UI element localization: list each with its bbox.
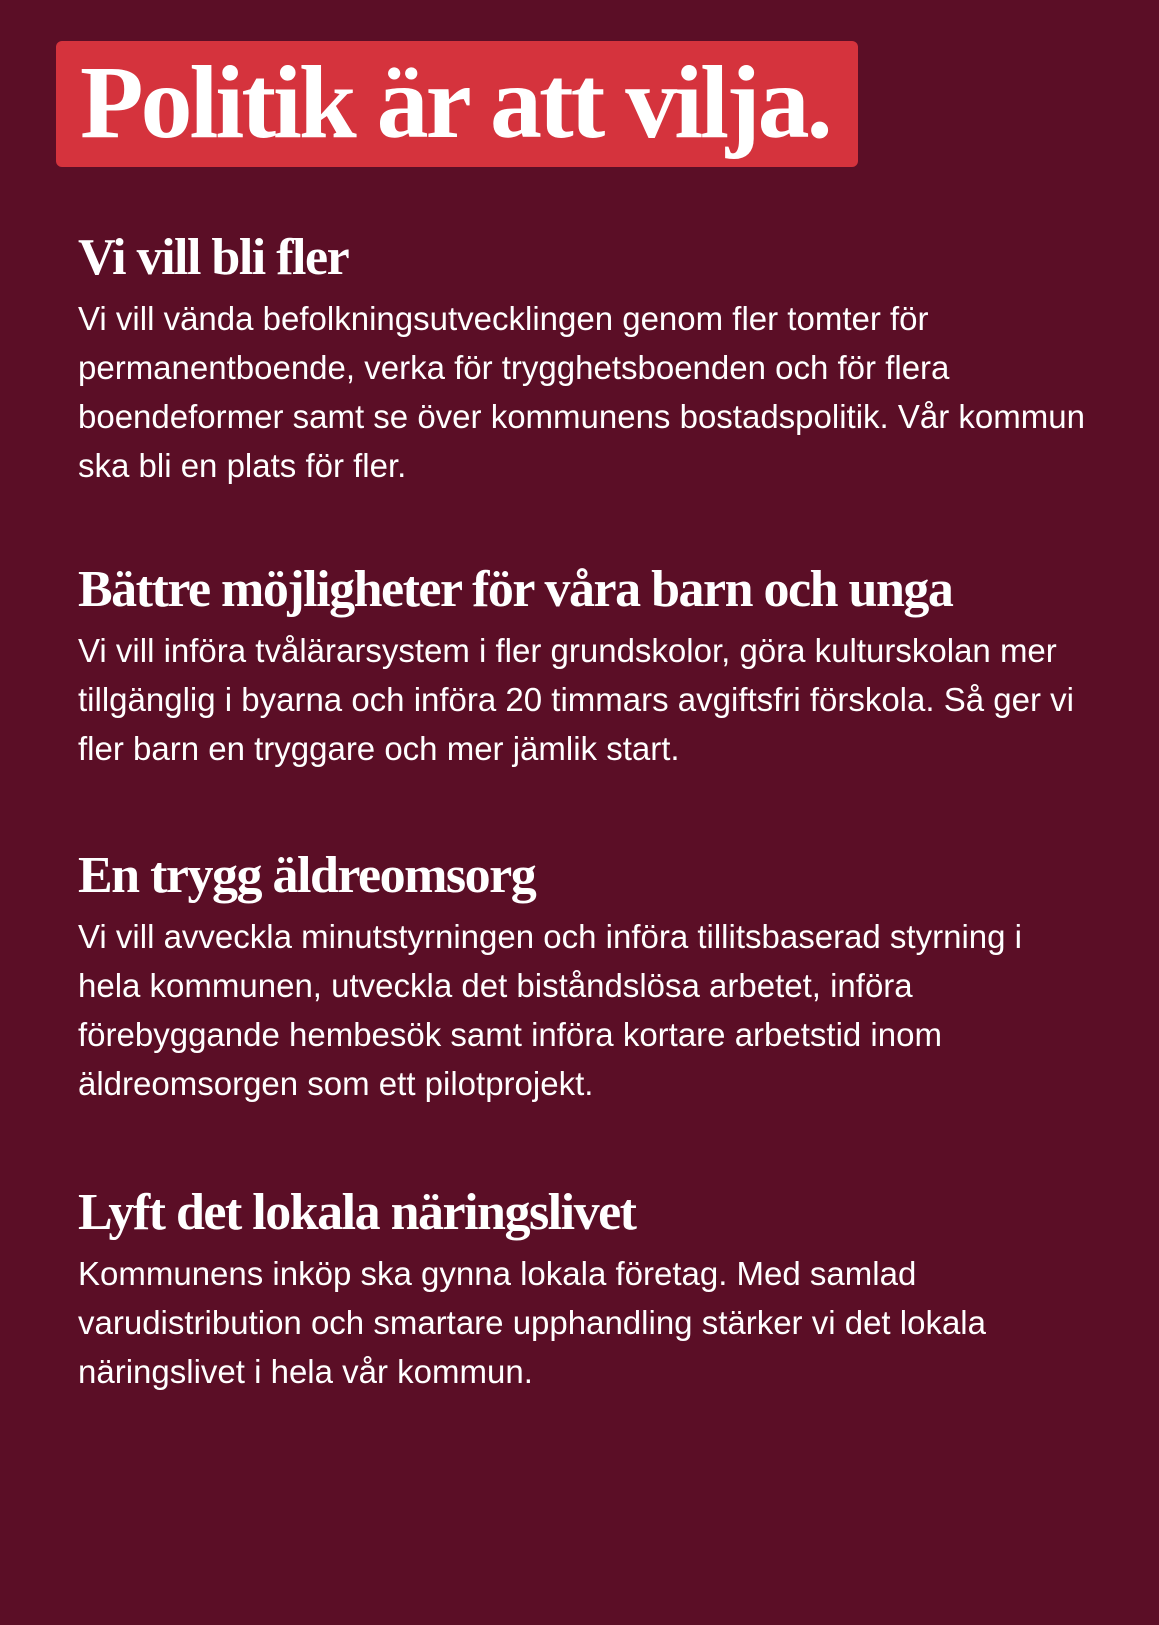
headline-banner	[56, 41, 858, 167]
section-title: Vi vill bli fler	[78, 229, 349, 286]
section-vi-vill-bli-fler	[78, 228, 1088, 490]
section-title: En trygg äldreomsorg	[78, 847, 536, 904]
section-body: Vi vill avveckla minutstyrningen och införa tillitsbaserad styrning i hela kommunen, utveckla det biståndslösa arbetet, införa förebyggande hembesök samt införa kortare arbetstid inom äldreomsorgen som ett pilotprojekt.	[78, 918, 1022, 1102]
section-title: Bättre möjligheter för våra barn och unga	[78, 561, 953, 618]
section-title: Lyft det lokala näringslivet	[78, 1184, 636, 1241]
section-body: Kommunens inköp ska gynna lokala företag. Med samlad varudistribution och smartare upphandling stärker vi det lokala näringslivet i hela vår kommun.	[78, 1255, 986, 1390]
section-body: Vi vill vända befolkningsutvecklingen genom fler tomter för permanentboende, verka för trygghetsboenden och för flera boendeformer samt se över kommunens bostadspolitik. Vår kommun ska bli en plats för fler.	[78, 300, 1085, 484]
section-body: Vi vill införa tvålärarsystem i fler grundskolor, göra kulturskolan mer tillgänglig i byarna och införa 20 timmars avgiftsfri förskola. Så ger vi fler barn en tryggare och mer jämlik start.	[78, 632, 1074, 767]
section-aldreomsorg	[78, 846, 1088, 1108]
page-headline: Politik är att vilja.	[80, 45, 830, 160]
section-barn-och-unga	[78, 560, 1088, 773]
section-naringslivet	[78, 1183, 1088, 1396]
